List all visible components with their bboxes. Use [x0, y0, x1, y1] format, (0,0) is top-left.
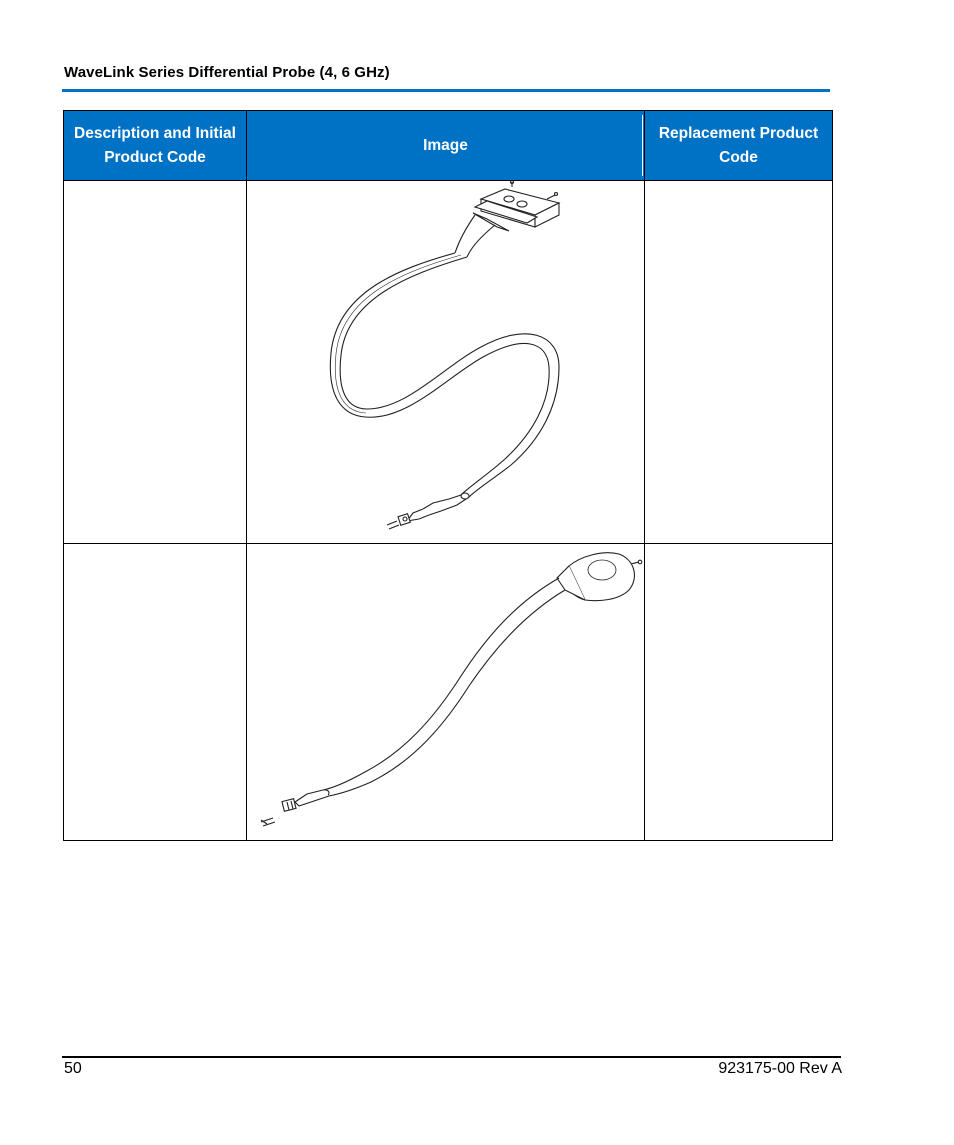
image-cell [247, 544, 645, 841]
document-title: WaveLink Series Differential Probe (4, 6 GHz) [64, 64, 390, 81]
table-row [64, 181, 833, 544]
document-revision: 923175-00 Rev A [718, 1060, 842, 1077]
description-cell [64, 544, 247, 841]
table-row [64, 544, 833, 841]
replacement-cell [645, 544, 833, 841]
table-header-row [64, 111, 833, 181]
image-cell [247, 181, 645, 544]
parts-table [63, 110, 833, 841]
probe-body-icon [557, 553, 642, 601]
round-cable-probe-illustration [247, 544, 643, 838]
column-header-replacement: Replacement Product Code [645, 111, 833, 181]
replacement-cell [645, 181, 833, 544]
column-header-image: Image [247, 111, 645, 181]
description-cell [64, 181, 247, 544]
footer-divider [62, 1056, 841, 1058]
ribbon-cable-probe-illustration [247, 181, 643, 541]
tip-connector-icon [261, 790, 329, 826]
tip-connector-icon [387, 493, 469, 529]
probe-head-icon [473, 181, 559, 231]
column-header-description: Description and Initial Product Code [64, 111, 247, 181]
page-number: 50 [64, 1060, 82, 1077]
title-divider [62, 89, 830, 92]
